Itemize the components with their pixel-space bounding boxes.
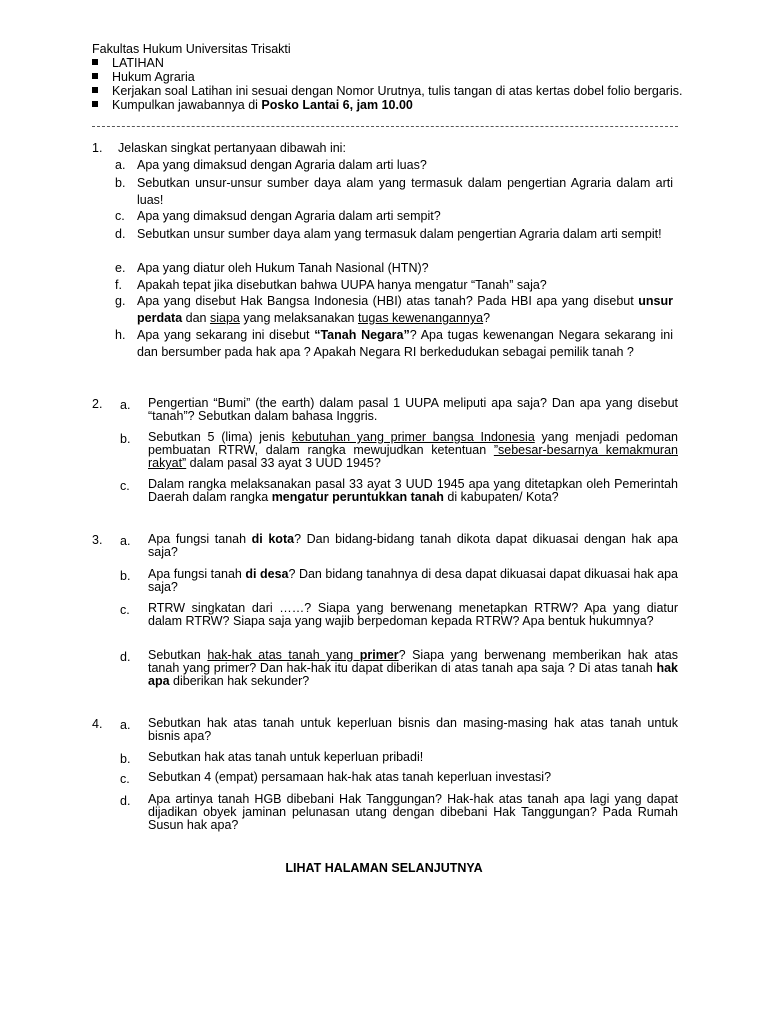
item-text: [148, 602, 678, 628]
emphasis-text: mengatur peruntukkan tanah: [271, 490, 444, 504]
text-segment: Apa yang disebut Hak Bangsa Indonesia (HBI) atas tanah? Pada HBI apa yang disebut: [137, 294, 639, 308]
emphasis-text: Posko Lantai 6, jam 10.00: [261, 98, 413, 112]
text-segment: yang melaksanakan: [239, 311, 358, 325]
item-text: [137, 175, 673, 209]
item-text: [137, 208, 673, 225]
question-heading: Jelaskan singkat pertanyaan dibawah ini:: [118, 141, 346, 155]
item-label: a.: [120, 534, 131, 548]
item-label: e.: [115, 261, 126, 275]
item-label: b.: [115, 176, 126, 190]
item-text: [137, 157, 673, 174]
item-label: c.: [120, 772, 130, 786]
item-text: [137, 226, 673, 243]
item-label: b.: [120, 432, 131, 446]
question-number: 4.: [92, 717, 103, 731]
text-segment: Apa yang dimaksud dengan Agraria dalam arti luas?: [137, 158, 427, 172]
item-label: c.: [115, 209, 125, 223]
text-segment: Sebutkan hak atas tanah untuk keperluan bisnis dan masing-masing hak atas tanah untuk bisnis apa?: [148, 716, 678, 743]
text-segment: Sebutkan 4 (empat) persamaan hak-hak atas tanah keperluan investasi?: [148, 770, 552, 784]
text-segment: Sebutkan 5 (lima) jenis: [148, 430, 292, 444]
item-label: d.: [120, 794, 131, 808]
item-label: b.: [120, 752, 131, 766]
bullet-text: Kerjakan soal Latihan ini sesuai dengan Nomor Urutnya, tulis tangan di atas kertas dobel folio bergaris.: [112, 84, 683, 98]
item-label: a.: [115, 158, 126, 172]
square-bullet-icon: [92, 87, 98, 93]
item-text: [137, 277, 673, 294]
header-bullet: [92, 70, 195, 84]
next-page-notice: LIHAT HALAMAN SELANJUTNYA: [285, 861, 483, 875]
emphasis-text: di kota: [251, 532, 295, 546]
item-label: g.: [115, 294, 126, 308]
text-segment: Apa yang dimaksud dengan Agraria dalam arti sempit?: [137, 209, 441, 223]
text-segment: Sebutkan: [148, 648, 208, 662]
item-text: [148, 478, 678, 504]
item-label: f.: [115, 278, 122, 292]
text-segment: ?: [483, 311, 491, 325]
text-segment: ? Siapa yang berwenang memberikan hak atas tanah yang primer? Dan hak-hak itu dapat diberikan di atas tanah apa saja ? Di atas tanah: [148, 648, 679, 675]
bullet-text: Kumpulkan jawabannya di: [112, 98, 262, 112]
emphasis-text: hak-hak atas tanah yang: [207, 648, 360, 662]
text-segment: Apa artinya tanah HGB dibebani Hak Tanggungan? Hak-hak atas tanah apa lagi yang dapat dijadikan obyek jaminan pelunasan utang dengan dibebani Hak Tanggungan? Pada Rumah Susun hak apa?: [148, 792, 678, 832]
emphasis-text: siapa: [209, 311, 240, 325]
item-label: a.: [120, 718, 131, 732]
text-segment: yang menjadi pedoman pembuatan RTRW, dalam rangka mewujudkan ketentuan: [148, 430, 678, 457]
text-segment: Sebutkan unsur sumber daya alam yang termasuk dalam pengertian Agraria dalam arti sempit!: [137, 227, 662, 241]
header-bullet: [92, 84, 682, 98]
emphasis-text: “Tanah Negara”: [314, 328, 410, 342]
question-number: 3.: [92, 533, 103, 547]
text-segment: ? Dan bidang tanahnya di desa dapat dikuasai dapat dikuasai hak apa saja?: [148, 567, 679, 594]
text-segment: diberikan hak sekunder?: [169, 674, 310, 688]
text-segment: Dalam rangka melaksanakan pasal 33 ayat 3 UUD 1945 apa yang ditetapkan oleh Pemerintah Daerah dalam rangka: [148, 477, 678, 504]
item-text: [148, 649, 678, 688]
item-label: h.: [115, 328, 126, 342]
item-text: [148, 717, 678, 743]
item-text: [148, 568, 678, 594]
item-text: [137, 327, 673, 361]
text-segment: Sebutkan unsur-unsur sumber daya alam yang termasuk dalam pengertian Agraria dalam arti luas!: [137, 176, 673, 207]
square-bullet-icon: [92, 73, 98, 79]
item-text: [137, 260, 673, 277]
emphasis-text: tugas kewenangannya: [358, 311, 484, 325]
header-bullet: [92, 56, 164, 70]
bullet-text: LATIHAN: [112, 56, 164, 70]
separator-rule: [92, 126, 678, 127]
text-segment: Pengertian “Bumi” (the earth) dalam pasal 1 UUPA meliputi apa saja? Dan apa yang disebut “tanah”? Sebutkan dalam bahasa Inggris.: [148, 396, 678, 423]
emphasis-text: primer: [359, 648, 399, 662]
text-segment: ? Dan bidang-bidang tanah dikota dapat dikuasai dengan hak apa saja?: [148, 532, 678, 559]
emphasis-text: hak apa: [148, 661, 678, 688]
text-segment: Apa yang diatur oleh Hukum Tanah Nasional (HTN)?: [137, 261, 429, 275]
item-label: d.: [120, 650, 131, 664]
question-number: 2.: [92, 397, 103, 411]
text-segment: Apakah tepat jika disebutkan bahwa UUPA hanya mengatur “Tanah” saja?: [137, 278, 547, 292]
emphasis-text: kebutuhan yang primer bangsa Indonesia: [291, 430, 535, 444]
item-text: [148, 533, 678, 559]
emphasis-text: ”sebesar-besarnya kemakmuran rakyat”: [148, 443, 678, 470]
item-label: d.: [115, 227, 126, 241]
item-text: [148, 751, 678, 764]
square-bullet-icon: [92, 59, 98, 65]
header-bullet: [92, 98, 413, 112]
item-label: c.: [120, 603, 130, 617]
item-text: [148, 397, 678, 423]
faculty-title: Fakultas Hukum Universitas Trisakti: [92, 42, 291, 56]
text-segment: RTRW singkatan dari ……? Siapa yang berwenang menetapkan RTRW? Apa yang diatur dalam RTRW? Siapa saja yang wajib berpedoman kepada RTRW? Apa bentuk hukumnya?: [148, 601, 678, 628]
item-text: [148, 793, 678, 832]
text-segment: Apa fungsi tanah: [148, 567, 246, 581]
text-segment: dalam pasal 33 ayat 3 UUD 1945?: [186, 456, 381, 470]
item-label: a.: [120, 398, 131, 412]
item-label: b.: [120, 569, 131, 583]
question-number: 1.: [92, 141, 103, 155]
item-label: c.: [120, 479, 130, 493]
item-text: [148, 771, 678, 784]
item-text: [148, 431, 678, 470]
text-segment: di kabupaten/ Kota?: [443, 490, 559, 504]
square-bullet-icon: [92, 101, 98, 107]
text-segment: dan: [182, 311, 210, 325]
item-text: [137, 293, 673, 327]
text-segment: Apa fungsi tanah: [148, 532, 252, 546]
text-segment: Sebutkan hak atas tanah untuk keperluan pribadi!: [148, 750, 424, 764]
text-segment: ? Apa tugas kewenangan Negara sekarang ini dan bersumber pada hak apa ? Apakah Negara RI berkedudukan sebagai pemilik tanah ?: [137, 328, 673, 359]
bullet-text: Hukum Agraria: [112, 70, 195, 84]
emphasis-text: di desa: [245, 567, 289, 581]
emphasis-text: unsur perdata: [137, 294, 673, 325]
text-segment: Apa yang sekarang ini disebut: [137, 328, 315, 342]
